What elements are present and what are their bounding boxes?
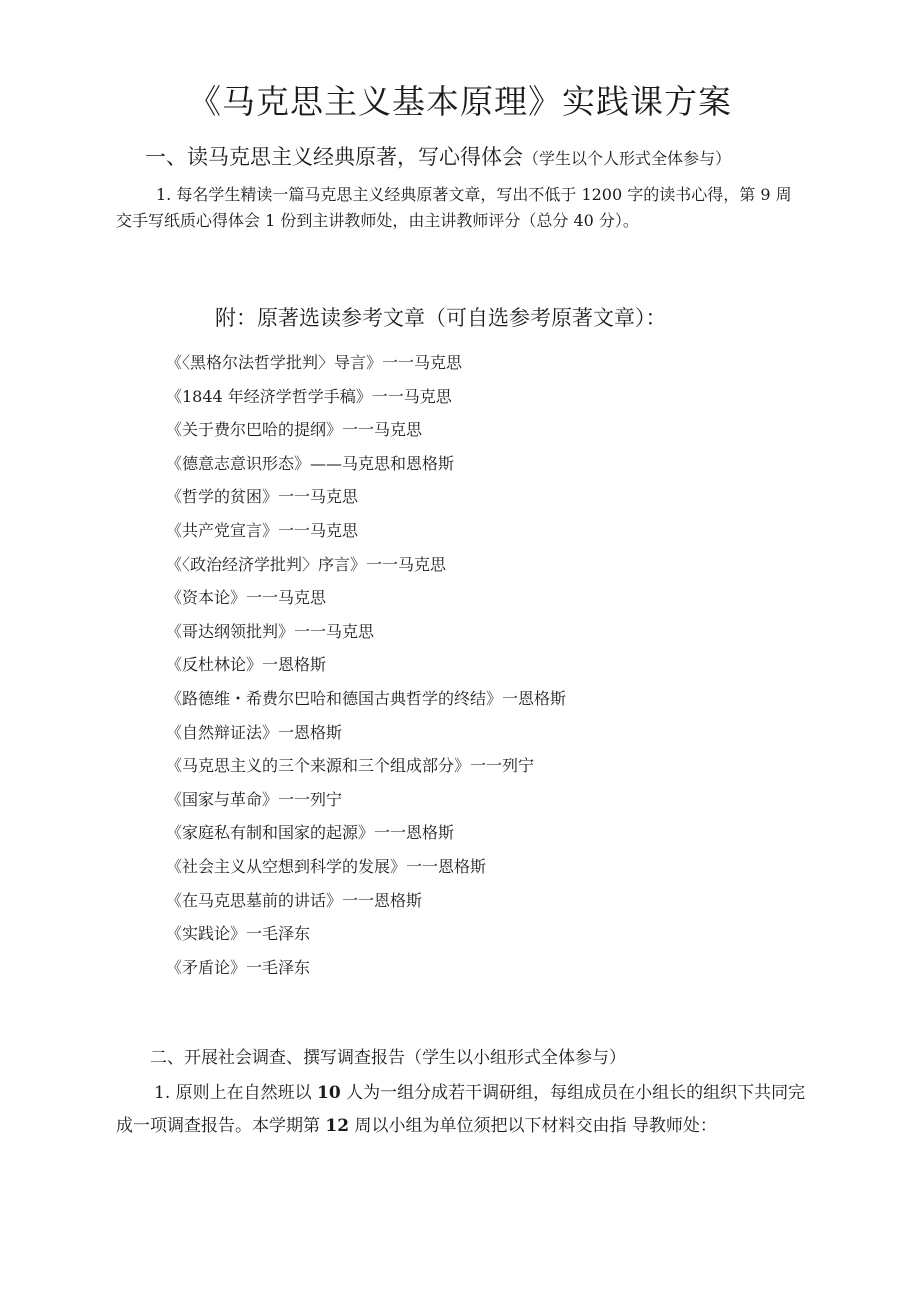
section2-heading: 二、开展社会调查、撰写调查报告（学生以小组形式全体参与） [150, 1048, 626, 1068]
reference-item: 《资本论》一一马克思 [166, 588, 327, 608]
reference-item: 《1844 年经济学哲学手稿》一一马克思 [166, 386, 452, 406]
document-title: 《马克思主义基本原理》实践课方案 [188, 82, 732, 121]
reference-item: 《矛盾论》一毛泽东 [166, 957, 311, 977]
reference-item: 《实践论》一毛泽东 [166, 924, 311, 944]
section2-item1-text-a: 1. 原则上在自然班以 [154, 1083, 318, 1103]
reference-item: 《德意志意识形态》——马克思和恩格斯 [166, 453, 455, 473]
section2-item1-text-b: 人为一组分成若干调研组，每组成员在小组长的组织下共同完成一项调查报告。本学期第 [116, 1083, 806, 1136]
reference-item: 《〈政治经济学批判〉序言》一一马克思 [166, 554, 447, 574]
reference-item: 《马克思主义的三个来源和三个组成部分》一一列宁 [166, 756, 535, 776]
section2-item1 [116, 1077, 806, 1143]
section1-heading [145, 142, 731, 174]
reference-item: 《共产党宣言》一一马克思 [166, 520, 359, 540]
week-number: 12 [325, 1116, 350, 1136]
group-size-number: 10 [317, 1083, 341, 1103]
section1-item1: 1. 每名学生精读一篇马克思主义经典原著文章，写出不低于 1200 字的读书心得，第 9 周交手写纸质心得体会 1 份到主讲教师处，由主讲教师评分（总分 40 分）。 [116, 185, 792, 230]
section1-heading-text: 一、读马克思主义经典原著，写心得体会 [145, 145, 523, 169]
reference-item: 《哥达纲领批判》一一马克思 [166, 621, 375, 641]
reference-item: 《家庭私有制和国家的起源》一一恩格斯 [166, 823, 455, 843]
reference-item: 《反杜林论》一恩格斯 [166, 655, 327, 675]
reference-item: 《在马克思墓前的讲话》一一恩格斯 [166, 890, 423, 910]
reference-item: 《哲学的贫困》一一马克思 [166, 487, 359, 507]
reference-item: 《自然辩证法》一恩格斯 [166, 722, 343, 742]
reference-item: 《社会主义从空想到科学的发展》一一恩格斯 [166, 856, 487, 876]
reference-item: 《关于费尔巴哈的提纲》一一马克思 [166, 420, 423, 440]
reference-item: 《〈黑格尔法哲学批判〉导言》一一马克思 [166, 353, 463, 372]
section2-item1-text-c: 周以小组为单位须把以下材料交由指 导教师处： [349, 1116, 717, 1136]
section1-heading-note: （学生以个人形式全体参与） [523, 149, 732, 168]
reference-list [166, 346, 566, 984]
appendix-heading: 附：原著选读参考文章（可自选参考原著文章）： [215, 306, 667, 330]
reference-item: 《国家与革命》一一列宁 [166, 789, 343, 809]
reference-item: 《路德维・希费尔巴哈和德国古典哲学的终结》一恩格斯 [166, 688, 567, 708]
